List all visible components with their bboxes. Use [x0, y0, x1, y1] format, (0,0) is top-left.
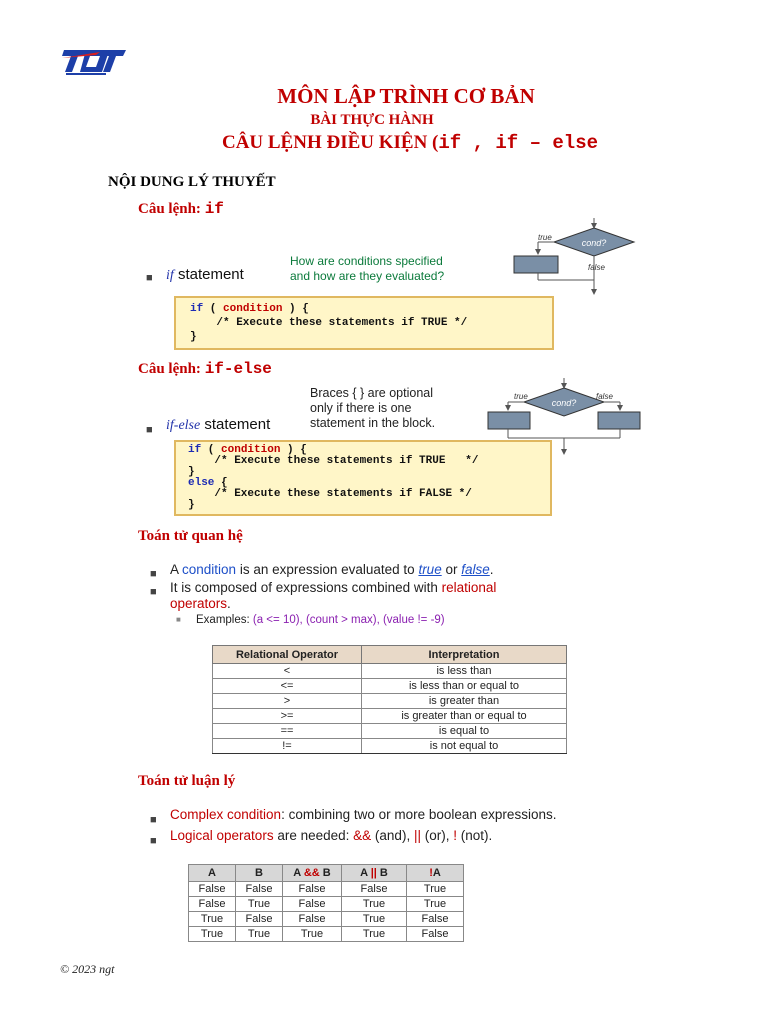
truth-cell: True	[236, 927, 283, 942]
truth-cell: True	[189, 912, 236, 927]
if-code-paren-close: ) {	[282, 303, 309, 315]
truth-header-and-b: B	[319, 867, 331, 879]
if-decision-label: cond?	[581, 238, 607, 248]
rel-operator-cell: !=	[213, 739, 362, 754]
rel-interpretation-cell: is less than or equal to	[362, 679, 567, 694]
truth-cell: False	[283, 912, 342, 927]
else-brace: {	[214, 477, 228, 489]
truth-header-not-op: !	[429, 867, 433, 879]
truth-header-and	[283, 865, 342, 882]
rel-line1-a: A	[170, 562, 183, 577]
relational-heading: Toán tử quan hệ	[138, 528, 243, 544]
truth-header-and-a: A	[293, 867, 304, 879]
ifelse-code-condition: condition	[221, 444, 281, 456]
rel-line-2	[170, 580, 496, 612]
rel-operator-cell: >	[213, 694, 362, 709]
rel-interpretation-cell: is equal to	[362, 724, 567, 739]
if-question	[290, 254, 444, 284]
rel-true-word: true	[418, 562, 442, 577]
table-row	[189, 882, 464, 897]
rel-line2-a: It is composed of expressions combined with	[170, 580, 442, 595]
braces-note	[310, 386, 435, 431]
if-statement-label	[166, 266, 244, 284]
topic-code: if , if – else	[438, 132, 599, 154]
not-text: (not).	[456, 828, 493, 843]
if-code-paren-open: (	[203, 303, 224, 315]
table-row	[213, 679, 567, 694]
ifelse-false-box	[598, 412, 640, 429]
truth-cell: True	[407, 897, 464, 912]
table-row	[189, 912, 464, 927]
truth-cell: False	[189, 897, 236, 912]
truth-cell: False	[283, 897, 342, 912]
university-logo	[60, 42, 128, 78]
if-code-line1	[190, 303, 309, 315]
truth-cell: False	[189, 882, 236, 897]
rel-line-1	[170, 562, 494, 577]
truth-cell: True	[283, 927, 342, 942]
examples-values: (a <= 10), (count > max), (value != -9)	[252, 614, 445, 626]
ifelse-code-line2: /* Execute these statements if TRUE */	[188, 455, 479, 467]
and-operator: &&	[353, 828, 372, 843]
braces-note-line3: statement in the block.	[310, 416, 436, 430]
bullet-icon: ■	[150, 835, 157, 847]
ifelse-heading	[138, 360, 272, 378]
if-question-line2: and how are they evaluated?	[290, 269, 445, 283]
table-row	[189, 927, 464, 942]
if-statement-italic: if	[166, 268, 174, 283]
bullet-icon: ■	[146, 272, 153, 284]
truth-header-or-a: A	[360, 867, 371, 879]
rel-operator-cell: <=	[213, 679, 362, 694]
rel-false-word: false	[461, 562, 490, 577]
rel-line2-row2	[170, 596, 496, 612]
table-row	[213, 694, 567, 709]
rel-condition-word: condition	[182, 562, 237, 577]
truth-cell: False	[407, 912, 464, 927]
rel-line1-end: .	[489, 562, 494, 577]
if-process-box	[514, 256, 558, 273]
ifelse-code-paren-open: (	[201, 444, 222, 456]
truth-table	[188, 864, 464, 942]
ifelse-true-label: true	[514, 392, 528, 401]
truth-cell: True	[407, 882, 464, 897]
truth-cell: True	[342, 927, 407, 942]
truth-cell: True	[189, 927, 236, 942]
rel-bullet-2	[150, 582, 157, 600]
rel-operators-word: operators	[170, 596, 228, 611]
if-heading-prefix: Câu lệnh:	[138, 201, 201, 217]
rel-operator-cell: ==	[213, 724, 362, 739]
or-text: (or),	[420, 828, 454, 843]
rel-header-operator: Relational Operator	[213, 646, 362, 664]
logic-line2-mid: are needed:	[273, 828, 354, 843]
bullet-icon: ■	[150, 814, 157, 826]
ifelse-code-paren-close: ) {	[280, 444, 307, 456]
ifelse-bullet	[146, 420, 153, 438]
course-title: MÔN LẬP TRÌNH CƠ BẢN	[277, 84, 535, 108]
topic-title	[26, 132, 768, 154]
ifelse-false-label: false	[596, 392, 613, 401]
examples-label: Examples:	[196, 614, 253, 626]
table-row	[213, 709, 567, 724]
truth-cell: True	[342, 912, 407, 927]
complex-condition-word: Complex condition	[170, 807, 282, 822]
rel-interpretation-cell: is greater than or equal to	[362, 709, 567, 724]
logic-bullet-1	[150, 810, 157, 828]
truth-header-or-op: ||	[370, 867, 377, 879]
not-operator: !	[453, 828, 457, 843]
truth-header-b: B	[236, 865, 283, 882]
truth-header-not-a: A	[432, 867, 441, 879]
bullet-icon: ■	[150, 586, 157, 598]
logic-line-1	[170, 807, 556, 822]
if-code-block	[174, 296, 554, 350]
truth-header-or	[342, 865, 407, 882]
if-true-label: true	[538, 233, 552, 242]
if-statement-rest: statement	[177, 266, 244, 283]
truth-cell: True	[342, 897, 407, 912]
truth-header-or-b: B	[376, 867, 388, 879]
rel-header-interpretation: Interpretation	[362, 646, 567, 664]
ifelse-statement-italic: if-else	[166, 418, 201, 433]
ifelse-true-box	[488, 412, 530, 429]
rel-interpretation-cell: is greater than	[362, 694, 567, 709]
table-row	[213, 724, 567, 739]
ifelse-code-line3: }	[188, 466, 195, 478]
if-code-line3: }	[190, 331, 197, 343]
rel-interpretation-cell: is not equal to	[362, 739, 567, 754]
copyright-footer: © 2023 ngt	[60, 962, 115, 976]
table-row	[213, 664, 567, 679]
rel-or-word: or	[441, 562, 462, 577]
if-code-condition: condition	[223, 303, 283, 315]
if-code-line2: /* Execute these statements if TRUE */	[190, 317, 468, 329]
truth-cell: False	[342, 882, 407, 897]
truth-cell: False	[236, 912, 283, 927]
rel-line1-b: is an expression evaluated to	[236, 562, 419, 577]
relational-operator-table	[212, 645, 567, 754]
if-false-label: false	[588, 263, 605, 272]
else-keyword: else	[188, 477, 215, 489]
truth-cell: False	[236, 882, 283, 897]
rel-line2-row1	[170, 580, 496, 596]
if-heading	[138, 200, 224, 218]
and-text: (and),	[371, 828, 414, 843]
rel-interpretation-cell: is less than	[362, 664, 567, 679]
ifelse-heading-code: if-else	[204, 360, 272, 378]
rel-operator-cell: >=	[213, 709, 362, 724]
ifelse-code-line6: }	[188, 499, 195, 511]
logic-line1-rest: : combining two or more boolean expressions.	[281, 807, 557, 822]
if-question-line1: How are conditions specified	[290, 254, 443, 268]
truth-header-not	[407, 865, 464, 882]
practice-subtitle: BÀI THỰC HÀNH	[310, 112, 434, 128]
truth-cell: True	[236, 897, 283, 912]
if-bullet	[146, 268, 153, 286]
logical-heading: Toán tử luận lý	[138, 773, 236, 789]
logical-operators-word: Logical operators	[170, 828, 274, 843]
rel-bullet-1	[150, 564, 157, 582]
truth-header-a: A	[189, 865, 236, 882]
rel-line2-end: .	[227, 596, 231, 611]
ifelse-code-line5: /* Execute these statements if FALSE */	[188, 488, 472, 500]
braces-note-line2: only if there is one	[310, 401, 412, 415]
if-flowchart	[508, 214, 640, 304]
ifelse-statement-label	[166, 416, 270, 434]
ifelse-if-keyword: if	[188, 444, 202, 456]
logic-bullet-2	[150, 831, 157, 849]
ifelse-flowchart	[484, 376, 644, 458]
truth-header-and-op: &&	[303, 867, 320, 879]
braces-note-line1: Braces { } are optional	[310, 386, 433, 400]
rel-relational-word: relational	[441, 580, 497, 595]
theory-section-heading: NỘI DUNG LÝ THUYẾT	[108, 174, 276, 190]
if-heading-code: if	[204, 200, 224, 218]
bullet-icon: ■	[150, 568, 157, 580]
table-row	[189, 897, 464, 912]
truth-cell: False	[407, 927, 464, 942]
rel-examples	[196, 614, 445, 626]
logic-line-2	[170, 828, 492, 843]
or-operator: ||	[413, 828, 421, 843]
bullet-icon: ■	[146, 424, 153, 436]
if-keyword: if	[190, 303, 204, 315]
table-row	[213, 739, 567, 754]
rel-operator-cell: <	[213, 664, 362, 679]
ifelse-decision-label: cond?	[551, 398, 577, 408]
ifelse-statement-rest: statement	[204, 416, 271, 433]
topic-prefix: CÂU LỆNH ĐIỀU KIỆN (	[221, 132, 439, 153]
truth-cell: False	[283, 882, 342, 897]
rel-sub-bullet: ■	[176, 615, 181, 624]
ifelse-heading-prefix: Câu lệnh:	[138, 361, 201, 377]
